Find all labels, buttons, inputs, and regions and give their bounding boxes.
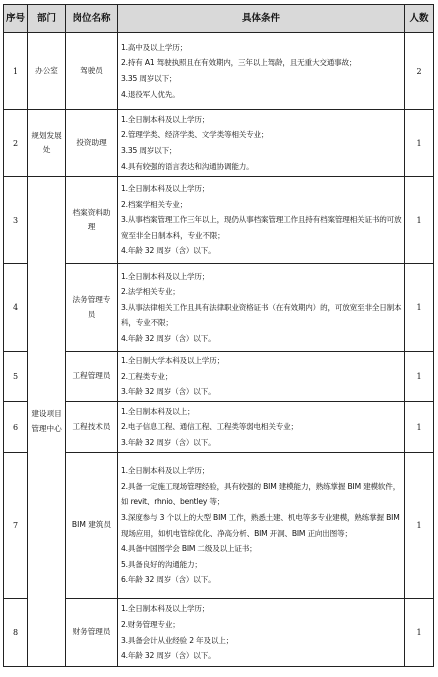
- requirement-line: 3.35 周岁以下；: [121, 146, 177, 155]
- header-no: 序号: [4, 5, 28, 33]
- row-requirements: [118, 264, 405, 352]
- row-count: 1: [405, 264, 434, 352]
- row-count: 1: [405, 453, 434, 599]
- requirement-line: 4.退役军人优先。: [121, 89, 180, 99]
- row-dept: 规划发展处: [28, 110, 66, 177]
- row-requirements: [118, 110, 405, 177]
- requirement-line: 2.电子信息工程、通信工程、工程类等弱电相关专业；: [121, 422, 298, 432]
- requirement-line: 4.年龄 32 周岁（含）以下。: [121, 651, 216, 661]
- header-dept: 部门: [28, 5, 66, 33]
- table-row: [4, 453, 434, 599]
- row-requirements: [118, 177, 405, 264]
- requirement-line: 5.具备良好的沟通能力；: [121, 559, 202, 569]
- table-row: [4, 352, 434, 402]
- row-no: 5: [4, 352, 28, 402]
- row-count: 1: [405, 110, 434, 177]
- requirement-line: 1.全日制本科及以上；: [121, 406, 195, 416]
- row-requirements: [118, 33, 405, 110]
- row-requirements: [118, 352, 405, 402]
- row-no: 1: [4, 33, 28, 110]
- row-position: 投资助理: [66, 110, 118, 177]
- requirement-line: 4.年龄 32 周岁（含）以下。: [121, 333, 216, 343]
- requirement-line: 1.全日制大学本科及以上学历；: [121, 356, 224, 366]
- requirement-line: 3.从事法律相关工作且具有法律职业资格证书（在有效期内）的，可放宽至非全日制本科，专业不限；: [121, 302, 402, 328]
- row-dept: 建设项目管理中心: [28, 177, 66, 667]
- requirement-line: 1.全日制本科及以上学历；: [121, 114, 210, 124]
- row-position: 工程管理员: [66, 352, 118, 402]
- requirement-line: 3.年龄 32 周岁（含）以下。: [121, 437, 216, 447]
- row-count: 1: [405, 599, 434, 667]
- table-row: [4, 599, 434, 667]
- row-position: 法务管理专员: [66, 264, 118, 352]
- row-no: 4: [4, 264, 28, 352]
- row-count: 2: [405, 33, 434, 110]
- row-no: 8: [4, 599, 28, 667]
- requirement-line: 4.年龄 32 周岁（含）以下。: [121, 246, 216, 256]
- header-requirements: 具体条件: [118, 5, 405, 33]
- requirement-line: 2.具备一定施工现场管理经验，具有较强的 BIM 建模能力，熟练掌握 BIM 建模软件，如 revit、rhnio、bentley 等；: [121, 481, 401, 507]
- requirement-line: 2.持有 A1 驾驶执照且在有效期内，三年以上驾龄，且无重大交通事故；: [121, 58, 357, 68]
- header-position: 岗位名称: [66, 5, 118, 33]
- job-table-container: [3, 4, 433, 667]
- row-no: 3: [4, 177, 28, 264]
- job-requirements-table: [3, 4, 434, 667]
- row-count: 1: [405, 402, 434, 453]
- table-row: [4, 264, 434, 352]
- requirement-line: 3.从事档案管理工作三年以上，现仍从事档案管理工作且持有档案管理相关证书的可放宽至非全日制本科，专业不限；: [121, 215, 402, 240]
- row-position: 档案资料助理: [66, 177, 118, 264]
- table-row: [4, 33, 434, 110]
- table-row: [4, 110, 434, 177]
- row-requirements: [118, 402, 405, 453]
- row-count: 1: [405, 177, 434, 264]
- row-no: 7: [4, 453, 28, 599]
- row-requirements: [118, 599, 405, 667]
- requirement-line: 2.法学相关专业；: [121, 287, 180, 297]
- row-count: 1: [405, 352, 434, 402]
- requirement-line: 2.工程类专业；: [121, 371, 173, 381]
- row-no: 2: [4, 110, 28, 177]
- table-row: [4, 177, 434, 264]
- requirement-line: 3.深度参与 3 个以上的大型 BIM 工作，熟悉土建、机电等多专业建模，熟练掌握 BIM 现场应用，如机电管综优化、净高分析、BIM 开洞、BIM 正向出图等；: [121, 512, 400, 538]
- requirement-line: 4.具备中国图学会 BIM 二级及以上证书；: [121, 544, 257, 554]
- requirement-line: 3.年龄 32 周岁（含）以下。: [121, 387, 216, 397]
- row-position: 工程技术员: [66, 402, 118, 453]
- requirement-line: 3.35 周岁以下；: [121, 74, 177, 83]
- row-requirements: [118, 453, 405, 599]
- requirement-line: 6.年龄 32 周岁（含）以下。: [121, 575, 216, 585]
- row-position: 驾驶员: [66, 33, 118, 110]
- table-row: [4, 402, 434, 453]
- row-dept: 办公室: [28, 33, 66, 110]
- requirement-line: 1.全日制本科及以上学历；: [121, 184, 210, 194]
- requirement-line: 2.档案学相关专业；: [121, 199, 187, 209]
- requirement-line: 4.具有较强的语言表达和沟通协调能力。: [121, 161, 254, 171]
- requirement-line: 2.管理学类、经济学类、文学类等相关专业；: [121, 130, 269, 140]
- header-count: 人数: [405, 5, 434, 33]
- requirement-line: 1.全日制本科及以上学历；: [121, 466, 210, 476]
- table-header-row: [4, 5, 434, 33]
- requirement-line: 1.全日制本科及以上学历；: [121, 271, 210, 281]
- requirement-line: 1.高中及以上学历；: [121, 42, 187, 52]
- row-no: 6: [4, 402, 28, 453]
- requirement-line: 2.财务管理专业；: [121, 619, 180, 629]
- row-position: BIM 建筑员: [66, 453, 118, 599]
- requirement-line: 1.全日制本科及以上学历；: [121, 604, 210, 614]
- requirement-line: 3.具备会计从业经验 2 年及以上；: [121, 635, 234, 645]
- row-position: 财务管理员: [66, 599, 118, 667]
